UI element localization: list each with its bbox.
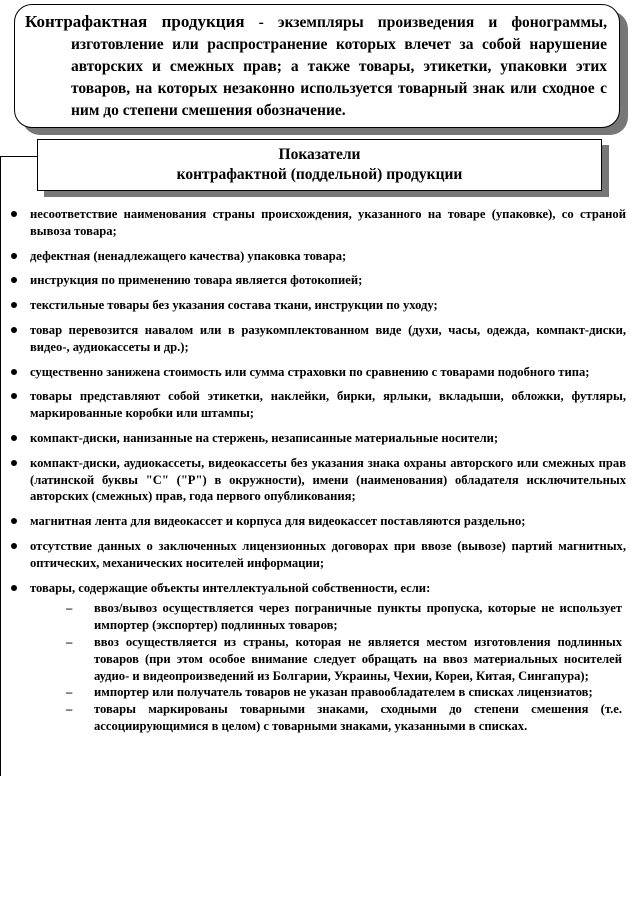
- definition-term: Контрафактная продукция: [25, 12, 245, 31]
- list-item: существенно занижена стоимость или сумма страховки по сравнению с товарами подобного типа;: [8, 364, 626, 381]
- bullet-icon: [11, 435, 17, 441]
- heading-box: [37, 139, 602, 191]
- bullet-icon: [11, 327, 17, 333]
- definition-text: - экземпляры произведения и фонограммы, изготовление или распространение которых влечет за собой нарушение авторских и смежных прав; а также товары, этикетки, упаковки этих товаров, на которых незаконно используется товарный знак или сходное с ним до степени смешения обозначение.: [71, 14, 607, 119]
- list-item: товары, содержащие объекты интеллектуальной собственности, если:: [8, 580, 626, 597]
- bullet-icon: [11, 369, 17, 375]
- sub-list: [56, 600, 622, 734]
- dash-icon: –: [66, 634, 73, 649]
- connector-line-vertical: [0, 156, 1, 776]
- bullet-icon: [11, 277, 17, 283]
- indicator-list: [8, 206, 626, 735]
- bullet-icon: [11, 518, 17, 524]
- list-item: отсутствие данных о заключенных лицензионных договорах при ввозе (вывозе) партий магнитных, оптических, механических носителей информации;: [8, 538, 626, 572]
- sub-list-item: – импортер или получатель товаров не указан правообладателем в списках лицензиатов;: [66, 685, 593, 700]
- heading-line-1: Показатели: [278, 146, 361, 163]
- bullet-icon: [11, 460, 17, 466]
- definition-paragraph: [25, 11, 607, 122]
- bullet-icon: [11, 302, 17, 308]
- dash-icon: –: [66, 685, 73, 700]
- list-item: компакт-диски, аудиокассеты, видеокассеты без указания знака охраны авторского или смежных прав (латинской буквы "С" ("Р") в окружности), имени (наименования) обладателя исключительных авторских (смежных) прав, года первого опубликования;: [8, 455, 626, 505]
- dash-icon: –: [66, 601, 73, 616]
- list-item: магнитная лента для видеокассет и корпуса для видеокассет поставляются раздельно;: [8, 513, 626, 530]
- definition-box: [14, 4, 620, 128]
- list-item: инструкция по применению товара является фотокопией;: [8, 272, 626, 289]
- bullet-icon: [11, 585, 17, 591]
- list-item: товар перевозится навалом или в разукомплектованном виде (духи, часы, одежда, компакт-диски, видео-, аудиокассеты и др.);: [8, 322, 626, 356]
- bullet-icon: [11, 393, 17, 399]
- bullet-icon: [11, 543, 17, 549]
- sub-list-item: – ввоз/вывоз осуществляется через пограничные пункты пропуска, которые не использует импортер (экспортер) подлинных товаров;: [66, 601, 622, 633]
- sub-list-item: – товары маркированы товарными знаками, сходными до степени смешения (т.е. ассоциирующимися в целом) с товарными знаками, указанными в списках.: [66, 702, 622, 733]
- dash-icon: –: [66, 702, 73, 717]
- bullet-icon: [11, 253, 17, 259]
- list-item: текстильные товары без указания состава ткани, инструкции по уходу;: [8, 297, 626, 314]
- list-item: товары представляют собой этикетки, наклейки, бирки, ярлыки, вкладыши, обложки, футляры, маркированные коробки или штампы;: [8, 388, 626, 422]
- connector-line-horizontal: [0, 156, 37, 157]
- list-item: компакт-диски, нанизанные на стержень, незаписанные материальные носители;: [8, 430, 626, 447]
- bullet-icon: [11, 211, 17, 217]
- heading-line-2: контрафактной (поддельной) продукции: [176, 166, 463, 183]
- list-item: дефектная (ненадлежащего качества) упаковка товара;: [8, 248, 626, 265]
- sub-list-item: – ввоз осуществляется из страны, которая не является местом изготовления подлинных товаров (при этом особое внимание следует обращать на ввоз материальных носителей аудио- и видеопроизведений из Болгарии, Украины, Чехии, Кореи, Китая, Сингапура);: [66, 634, 622, 683]
- list-item: несоответствие наименования страны происхождения, указанного на товаре (упаковке), со страной вывоза товара;: [8, 206, 626, 240]
